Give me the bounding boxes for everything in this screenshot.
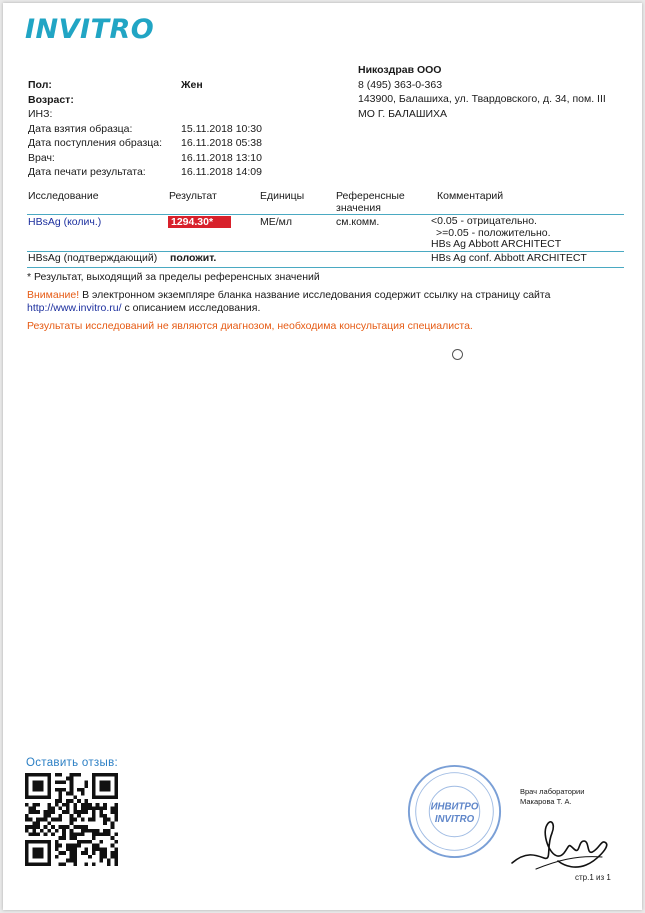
warning-label: Внимание! xyxy=(27,289,80,301)
sex-value: Жен xyxy=(181,79,203,91)
print-date-value: 16.11.2018 14:09 xyxy=(181,166,262,178)
comment-line-2: >=0.05 - положительно. xyxy=(436,226,551,239)
result-value-flagged: 1294.30* xyxy=(168,216,231,228)
header-comment: Комментарий xyxy=(437,190,504,202)
out-of-range-note: * Результат, выходящий за пределы референсных значений xyxy=(27,271,320,283)
reference-value: см.комм. xyxy=(336,216,380,228)
svg-text:INVITRO: INVITRO xyxy=(434,814,475,826)
doctor-title: Врач лаборатории xyxy=(520,787,585,796)
comment-line-1: <0.05 - отрицательно. xyxy=(431,215,537,227)
print-date-label: Дата печати результата: xyxy=(28,166,146,178)
header-reference-line1: Референсные xyxy=(336,190,405,202)
feedback-label: Оставить отзыв: xyxy=(26,757,118,769)
feedback-qr-code[interactable] xyxy=(25,773,118,866)
study-name: HBsAg (подтверждающий) xyxy=(28,252,158,264)
header-units: Единицы xyxy=(260,190,305,202)
result-page xyxy=(3,3,642,910)
lab-city: МО Г. БАЛАШИХА xyxy=(358,107,448,120)
results-table-header xyxy=(27,190,624,215)
comment-value: HBs Ag conf. Abbott ARCHITECT xyxy=(431,252,587,264)
doctor-name: Макарова Т. А. xyxy=(520,797,572,806)
lab-stamp xyxy=(406,763,503,860)
sample-received-label: Дата поступления образца: xyxy=(28,137,163,149)
table-row xyxy=(27,215,624,252)
inz-label: ИНЗ: xyxy=(28,108,53,120)
lab-info xyxy=(358,63,606,121)
lab-phone: 8 (495) 363-0-363 xyxy=(358,78,443,91)
sample-taken-label: Дата взятия образца: xyxy=(28,122,133,135)
units-value: МЕ/мл xyxy=(260,216,293,228)
doctor-signature xyxy=(506,803,616,873)
sample-taken-value: 15.11.2018 10:30 xyxy=(181,122,262,135)
age-label: Возраст: xyxy=(28,93,74,106)
header-result: Результат xyxy=(169,190,217,202)
header-study: Исследование xyxy=(28,190,99,202)
site-link[interactable]: http://www.invitro.ru/ xyxy=(27,302,122,314)
sex-label: Пол: xyxy=(28,79,52,91)
doctor-value: 16.11.2018 13:10 xyxy=(181,151,262,164)
disclaimer: Результаты исследований не являются диагнозом, необходима консультация специалиста. xyxy=(27,320,473,332)
header-reference-line2: значения xyxy=(336,202,381,214)
lab-name: Никоздрав ООО xyxy=(358,64,442,76)
comment-value xyxy=(431,216,561,251)
header-reference xyxy=(336,190,405,214)
result-value: положит. xyxy=(170,252,217,264)
study-name-link[interactable]: HBsAg (колич.) xyxy=(28,216,102,228)
warning-note xyxy=(27,289,567,315)
warning-tail: с описанием исследования. xyxy=(121,302,261,314)
page-counter: стр.1 из 1 xyxy=(575,873,611,882)
doctor-label: Врач: xyxy=(28,151,55,164)
warning-text: В электронном экземпляре бланка название исследования содержит ссылку на страницу сайта xyxy=(79,289,551,301)
circle-marker xyxy=(452,349,463,360)
table-row xyxy=(27,251,624,268)
invitro-logo: INVITRO xyxy=(25,14,155,45)
comment-line-3: HBs Ag Abbott ARCHITECT xyxy=(431,238,562,250)
sample-received-value: 16.11.2018 05:38 xyxy=(181,137,262,149)
svg-text:ИНВИТРО: ИНВИТРО xyxy=(430,801,479,813)
lab-address: 143900, Балашиха, ул. Твардовского, д. 34, пом. III xyxy=(358,93,606,105)
